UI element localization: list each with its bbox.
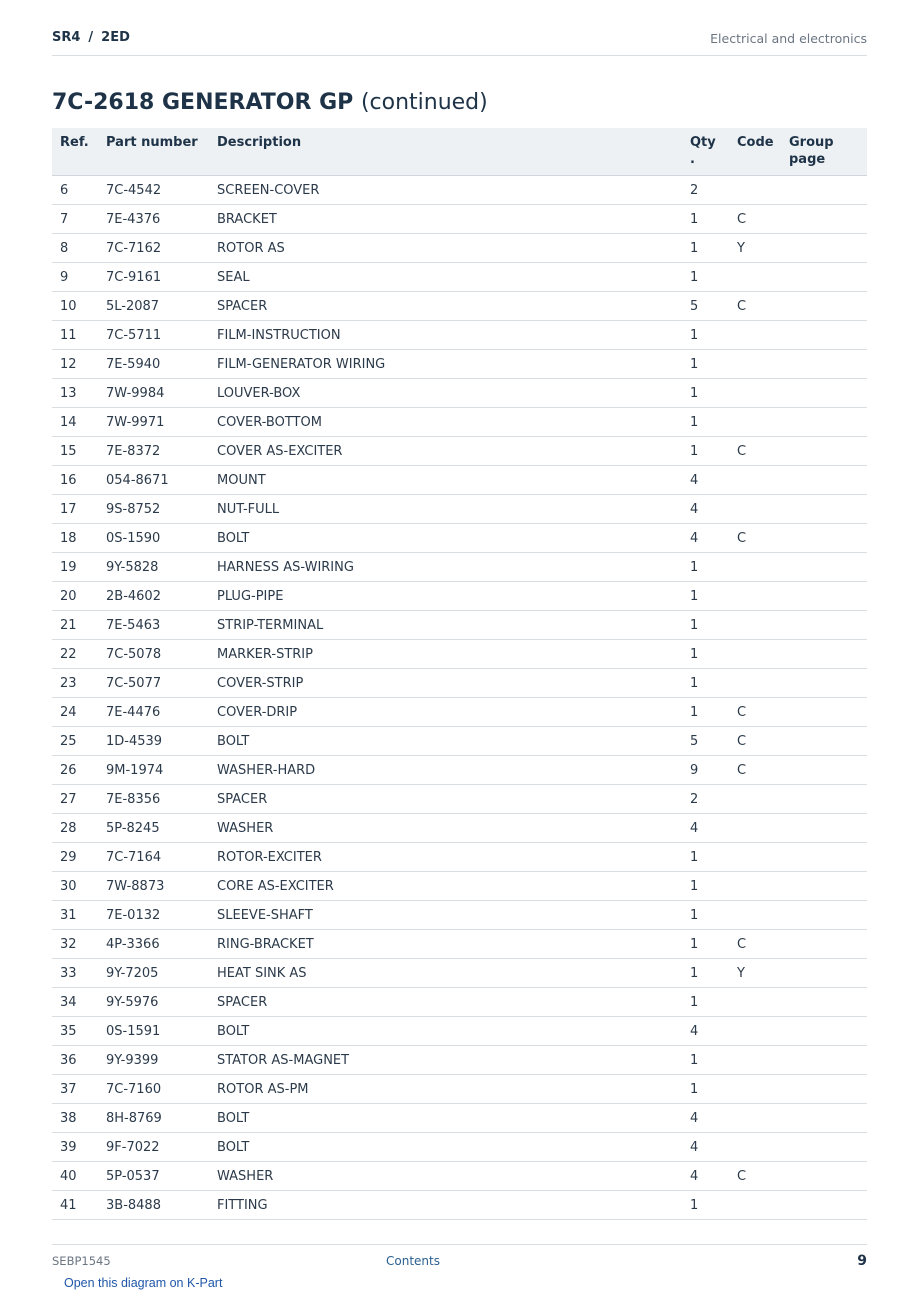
cell-part-number: 9Y-5976	[106, 995, 159, 1010]
breadcrumb-model: SR4	[52, 30, 81, 45]
cell-description: COVER AS-EXCITER	[217, 444, 343, 459]
cell-part-number: 3B-8488	[106, 1198, 161, 1213]
cell-qty: 1	[690, 560, 699, 575]
cell-description: LOUVER-BOX	[217, 386, 301, 401]
cell-qty: 1	[690, 357, 699, 372]
table-row	[52, 524, 867, 553]
cell-qty: 1	[690, 937, 699, 952]
cell-ref: 36	[60, 1053, 77, 1068]
breadcrumb-separator: /	[88, 30, 94, 45]
table-row	[52, 872, 867, 901]
cell-part-number: 7W-8873	[106, 879, 165, 894]
column-header-group-page	[789, 134, 834, 168]
cell-code: C	[737, 705, 747, 720]
cell-ref: 30	[60, 879, 77, 894]
table-row	[52, 321, 867, 350]
cell-part-number: 7E-8372	[106, 444, 161, 459]
cell-code: C	[737, 531, 747, 546]
cell-description: BOLT	[217, 531, 250, 546]
table-row	[52, 466, 867, 495]
cell-description: FILM-GENERATOR WIRING	[217, 357, 386, 372]
table-row	[52, 901, 867, 930]
table-row	[52, 640, 867, 669]
table-row	[52, 930, 867, 959]
cell-ref: 40	[60, 1169, 77, 1184]
cell-ref: 23	[60, 676, 77, 691]
cell-description: WASHER-HARD	[217, 763, 316, 778]
cell-qty: 1	[690, 850, 699, 865]
cell-description: COVER-DRIP	[217, 705, 298, 720]
cell-part-number: 7C-4542	[106, 183, 162, 198]
cell-part-number: 7E-4476	[106, 705, 161, 720]
page-header	[52, 28, 867, 56]
cell-part-number: 9Y-7205	[106, 966, 159, 981]
column-header-group-line1: Group	[789, 135, 834, 150]
cell-qty: 4	[690, 531, 699, 546]
cell-part-number: 9S-8752	[106, 502, 161, 517]
cell-part-number: 7E-5463	[106, 618, 161, 633]
cell-part-number: 5P-8245	[106, 821, 160, 836]
cell-part-number: 7C-7162	[106, 241, 162, 256]
cell-part-number: 7E-8356	[106, 792, 161, 807]
cell-qty: 1	[690, 386, 699, 401]
column-header-part-number: Part number	[106, 135, 198, 150]
cell-ref: 22	[60, 647, 77, 662]
cell-description: SEAL	[217, 270, 250, 285]
cell-qty: 1	[690, 1053, 699, 1068]
cell-code: C	[737, 734, 747, 749]
table-row	[52, 379, 867, 408]
cell-code: Y	[737, 966, 745, 981]
cell-qty: 9	[690, 763, 699, 778]
cell-qty: 4	[690, 473, 699, 488]
cell-qty: 1	[690, 647, 699, 662]
table-row	[52, 1162, 867, 1191]
cell-ref: 21	[60, 618, 77, 633]
cell-qty: 1	[690, 908, 699, 923]
cell-ref: 16	[60, 473, 77, 488]
cell-ref: 28	[60, 821, 77, 836]
cell-description: COVER-STRIP	[217, 676, 304, 691]
cell-qty: 1	[690, 1082, 699, 1097]
table-row	[52, 350, 867, 379]
cell-qty: 1	[690, 444, 699, 459]
table-row	[52, 234, 867, 263]
table-row	[52, 785, 867, 814]
cell-ref: 32	[60, 937, 77, 952]
column-header-ref: Ref.	[60, 135, 89, 150]
cell-qty: 1	[690, 241, 699, 256]
cell-ref: 15	[60, 444, 77, 459]
table-row	[52, 205, 867, 234]
parts-table	[52, 128, 867, 1220]
cell-part-number: 054-8671	[106, 473, 169, 488]
cell-qty: 1	[690, 705, 699, 720]
breadcrumb-edition: 2ED	[101, 30, 130, 45]
column-header-qty-line1: Qty	[690, 135, 716, 150]
cell-qty: 4	[690, 1111, 699, 1126]
column-header-qty	[690, 134, 716, 168]
table-row	[52, 727, 867, 756]
cell-part-number: 1D-4539	[106, 734, 163, 749]
breadcrumb	[52, 30, 130, 45]
table-row	[52, 408, 867, 437]
open-kpart-link[interactable]: Open this diagram on K-Part	[64, 1276, 223, 1290]
table-body	[52, 176, 867, 1220]
cell-qty: 4	[690, 1140, 699, 1155]
table-row	[52, 1017, 867, 1046]
table-row	[52, 292, 867, 321]
cell-ref: 38	[60, 1111, 77, 1126]
table-row	[52, 1046, 867, 1075]
cell-ref: 19	[60, 560, 77, 575]
cell-description: SPACER	[217, 792, 268, 807]
table-row	[52, 495, 867, 524]
cell-ref: 29	[60, 850, 77, 865]
cell-part-number: 5P-0537	[106, 1169, 160, 1184]
cell-ref: 7	[60, 212, 69, 227]
cell-ref: 11	[60, 328, 77, 343]
cell-part-number: 0S-1590	[106, 531, 161, 546]
cell-part-number: 2B-4602	[106, 589, 161, 604]
cell-code: C	[737, 937, 747, 952]
cell-ref: 10	[60, 299, 77, 314]
cell-ref: 34	[60, 995, 77, 1010]
table-row	[52, 582, 867, 611]
table-row	[52, 988, 867, 1017]
table-row	[52, 959, 867, 988]
cell-part-number: 7E-4376	[106, 212, 161, 227]
cell-part-number: 7C-5078	[106, 647, 162, 662]
cell-qty: 2	[690, 183, 699, 198]
cell-ref: 37	[60, 1082, 77, 1097]
cell-qty: 1	[690, 270, 699, 285]
table-row	[52, 814, 867, 843]
cell-ref: 24	[60, 705, 77, 720]
cell-ref: 8	[60, 241, 69, 256]
cell-description: NUT-FULL	[217, 502, 280, 517]
cell-code: C	[737, 763, 747, 778]
cell-qty: 1	[690, 676, 699, 691]
cell-ref: 12	[60, 357, 77, 372]
document-id: SEBP1545	[52, 1254, 111, 1268]
cell-qty: 4	[690, 821, 699, 836]
cell-qty: 5	[690, 734, 699, 749]
table-row	[52, 1133, 867, 1162]
cell-qty: 1	[690, 1198, 699, 1213]
cell-description: CORE AS-EXCITER	[217, 879, 334, 894]
cell-ref: 26	[60, 763, 77, 778]
cell-qty: 5	[690, 299, 699, 314]
cell-part-number: 7C-5711	[106, 328, 162, 343]
cell-ref: 9	[60, 270, 69, 285]
cell-ref: 17	[60, 502, 77, 517]
cell-ref: 18	[60, 531, 77, 546]
cell-part-number: 4P-3366	[106, 937, 160, 952]
cell-description: BOLT	[217, 1111, 250, 1126]
cell-description: HEAT SINK AS	[217, 966, 307, 981]
cell-part-number: 7C-7160	[106, 1082, 162, 1097]
cell-part-number: 9Y-9399	[106, 1053, 159, 1068]
cell-description: SCREEN-COVER	[217, 183, 320, 198]
cell-qty: 1	[690, 879, 699, 894]
cell-part-number: 0S-1591	[106, 1024, 161, 1039]
cell-ref: 27	[60, 792, 77, 807]
cell-ref: 14	[60, 415, 77, 430]
column-header-description: Description	[217, 135, 302, 150]
cell-description: BOLT	[217, 734, 250, 749]
cell-description: SLEEVE-SHAFT	[217, 908, 313, 923]
cell-part-number: 9M-1974	[106, 763, 164, 778]
cell-description: PLUG-PIPE	[217, 589, 284, 604]
table-header	[52, 128, 867, 176]
cell-part-number: 8H-8769	[106, 1111, 162, 1126]
cell-description: COVER-BOTTOM	[217, 415, 322, 430]
cell-description: WASHER	[217, 1169, 274, 1184]
table-row	[52, 1191, 867, 1220]
section-name: Electrical and electronics	[710, 31, 867, 46]
cell-part-number: 9F-7022	[106, 1140, 160, 1155]
cell-ref: 35	[60, 1024, 77, 1039]
cell-part-number: 7C-5077	[106, 676, 162, 691]
table-row	[52, 176, 867, 205]
cell-description: FILM-INSTRUCTION	[217, 328, 341, 343]
cell-code: C	[737, 212, 747, 227]
cell-description: WASHER	[217, 821, 274, 836]
cell-qty: 4	[690, 502, 699, 517]
cell-part-number: 7E-5940	[106, 357, 161, 372]
cell-part-number: 5L-2087	[106, 299, 160, 314]
column-header-qty-line2: .	[690, 152, 695, 167]
cell-ref: 6	[60, 183, 69, 198]
cell-ref: 41	[60, 1198, 77, 1213]
contents-link[interactable]: Contents	[386, 1254, 440, 1268]
cell-part-number: 7W-9971	[106, 415, 165, 430]
cell-ref: 13	[60, 386, 77, 401]
cell-description: ROTOR AS-PM	[217, 1082, 309, 1097]
cell-code: C	[737, 444, 747, 459]
table-row	[52, 611, 867, 640]
page-title-main: 7C-2618 GENERATOR GP	[52, 90, 354, 115]
cell-qty: 1	[690, 589, 699, 604]
cell-code: Y	[737, 241, 745, 256]
cell-description: STATOR AS-MAGNET	[217, 1053, 350, 1068]
cell-description: BRACKET	[217, 212, 277, 227]
column-header-group-line2: page	[789, 152, 826, 167]
table-row	[52, 843, 867, 872]
cell-part-number: 7C-7164	[106, 850, 162, 865]
page-title	[52, 90, 488, 115]
cell-part-number: 7C-9161	[106, 270, 162, 285]
cell-qty: 4	[690, 1169, 699, 1184]
cell-ref: 20	[60, 589, 77, 604]
cell-description: RING-BRACKET	[217, 937, 314, 952]
page-footer	[52, 1244, 867, 1274]
cell-qty: 4	[690, 1024, 699, 1039]
cell-ref: 39	[60, 1140, 77, 1155]
cell-qty: 2	[690, 792, 699, 807]
cell-description: HARNESS AS-WIRING	[217, 560, 354, 575]
column-header-code: Code	[737, 135, 774, 150]
cell-description: BOLT	[217, 1140, 250, 1155]
page-number: 9	[857, 1253, 867, 1269]
table-row	[52, 263, 867, 292]
table-row	[52, 1104, 867, 1133]
cell-ref: 31	[60, 908, 77, 923]
cell-description: MOUNT	[217, 473, 266, 488]
table-row	[52, 553, 867, 582]
cell-code: C	[737, 1169, 747, 1184]
table-row	[52, 1075, 867, 1104]
cell-description: MARKER-STRIP	[217, 647, 313, 662]
table-row	[52, 437, 867, 466]
cell-description: STRIP-TERMINAL	[217, 618, 324, 633]
table-row	[52, 698, 867, 727]
cell-code: C	[737, 299, 747, 314]
cell-qty: 1	[690, 618, 699, 633]
cell-description: ROTOR AS	[217, 241, 285, 256]
cell-part-number: 7W-9984	[106, 386, 165, 401]
cell-qty: 1	[690, 966, 699, 981]
cell-description: SPACER	[217, 299, 268, 314]
cell-qty: 1	[690, 328, 699, 343]
page-title-suffix: (continued)	[360, 90, 488, 115]
cell-ref: 33	[60, 966, 77, 981]
cell-qty: 1	[690, 415, 699, 430]
table-row	[52, 756, 867, 785]
cell-description: FITTING	[217, 1198, 268, 1213]
cell-description: SPACER	[217, 995, 268, 1010]
cell-qty: 1	[690, 995, 699, 1010]
cell-part-number: 7E-0132	[106, 908, 161, 923]
cell-part-number: 9Y-5828	[106, 560, 159, 575]
cell-description: BOLT	[217, 1024, 250, 1039]
cell-ref: 25	[60, 734, 77, 749]
cell-qty: 1	[690, 212, 699, 227]
cell-description: ROTOR-EXCITER	[217, 850, 322, 865]
table-row	[52, 669, 867, 698]
